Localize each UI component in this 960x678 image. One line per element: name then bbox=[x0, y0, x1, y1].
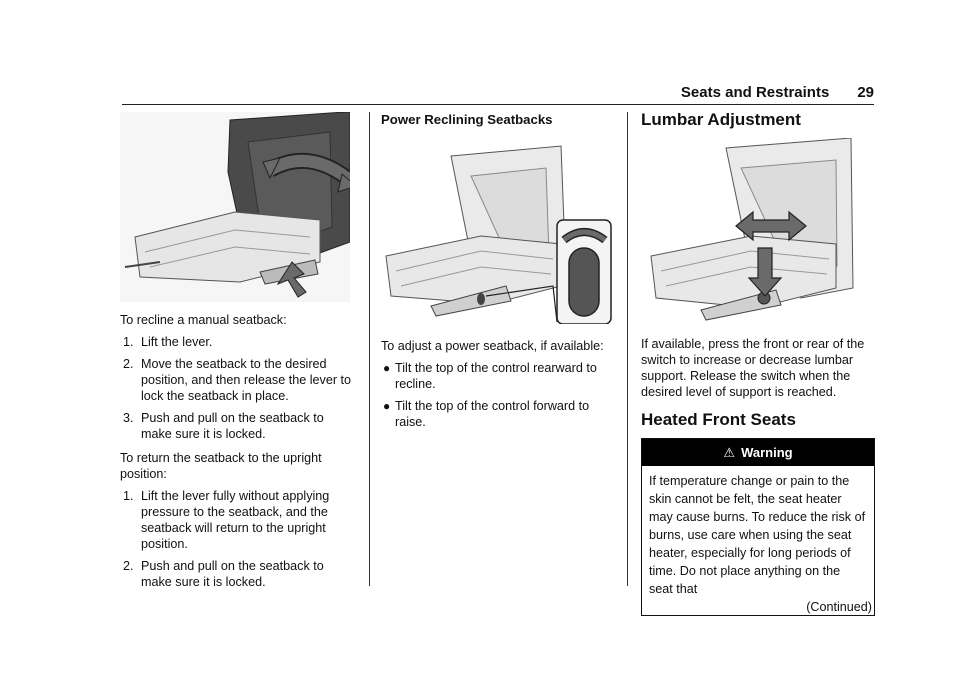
page-number: 29 bbox=[857, 84, 874, 101]
step-text: Push and pull on the seatback to make sure it is locked. bbox=[141, 559, 324, 589]
power-seat-drawing bbox=[381, 136, 613, 324]
list-item bbox=[120, 558, 358, 590]
column-divider-2 bbox=[627, 112, 628, 586]
step-text: Lift the lever. bbox=[141, 335, 213, 349]
bullet-text: Tilt the top of the control rearward to recline. bbox=[395, 361, 597, 391]
step-number: 2. bbox=[123, 559, 134, 573]
step-number: 2. bbox=[123, 357, 134, 371]
page-header bbox=[122, 84, 874, 101]
manual-recline-intro: To recline a manual seatback: bbox=[120, 313, 287, 327]
list-item bbox=[120, 334, 358, 350]
power-recline-intro: To adjust a power seatback, if available: bbox=[381, 339, 604, 353]
bullet-icon: ● bbox=[383, 399, 391, 413]
power-recline-bullets bbox=[381, 360, 617, 430]
header-rule bbox=[122, 104, 874, 105]
power-recline-illustration bbox=[381, 136, 613, 324]
return-upright-steps bbox=[120, 488, 358, 590]
step-text: Lift the lever fully without applying pressure to the seatback, and the seatback will return to the upright position. bbox=[141, 489, 330, 551]
section-title: Seats and Restraints bbox=[680, 84, 830, 101]
manual-seat-drawing bbox=[120, 112, 350, 302]
manual-recline-illustration bbox=[120, 112, 350, 302]
warning-triangle-icon: ⚠ bbox=[723, 445, 736, 460]
lumbar-heading: Lumbar Adjustment bbox=[641, 110, 801, 129]
power-recline-heading: Power Reclining Seatbacks bbox=[381, 112, 553, 127]
continued-label: (Continued) bbox=[806, 600, 872, 614]
step-text: Push and pull on the seatback to make sure it is locked. bbox=[141, 411, 324, 441]
warning-body: If temperature change or pain to the skin cannot be felt, the seat heater may cause burns. To reduce the risk of burns, use care when using the seat heater, especially for long periods of time. Do not place anything on the seat that bbox=[649, 474, 866, 596]
column-2 bbox=[381, 112, 617, 436]
column-3 bbox=[641, 112, 875, 616]
list-item bbox=[120, 356, 358, 404]
return-upright-intro: To return the seatback to the upright position: bbox=[120, 451, 322, 481]
warning-box bbox=[641, 438, 875, 616]
step-number: 1. bbox=[123, 489, 134, 503]
step-number: 3. bbox=[123, 411, 134, 425]
list-item bbox=[381, 360, 617, 392]
list-item bbox=[120, 410, 358, 442]
lumbar-illustration bbox=[641, 138, 855, 324]
step-text: Move the seatback to the desired position, and then release the lever to lock the seatback in place. bbox=[141, 357, 352, 403]
column-divider-1 bbox=[369, 112, 370, 586]
list-item bbox=[120, 488, 358, 552]
heated-seats-heading: Heated Front Seats bbox=[641, 410, 796, 429]
manual-recline-steps bbox=[120, 334, 358, 442]
column-1 bbox=[120, 112, 358, 598]
bullet-text: Tilt the top of the control forward to raise. bbox=[395, 399, 590, 429]
warning-header bbox=[642, 439, 874, 466]
list-item bbox=[381, 398, 617, 430]
lumbar-text: If available, press the front or rear of the switch to increase or decrease lumbar support. Release the switch when the desired level of support is reached. bbox=[641, 337, 865, 399]
lumbar-seat-drawing bbox=[641, 138, 855, 324]
warning-title: Warning bbox=[741, 445, 793, 460]
bullet-icon: ● bbox=[383, 361, 391, 375]
step-number: 1. bbox=[123, 335, 134, 349]
